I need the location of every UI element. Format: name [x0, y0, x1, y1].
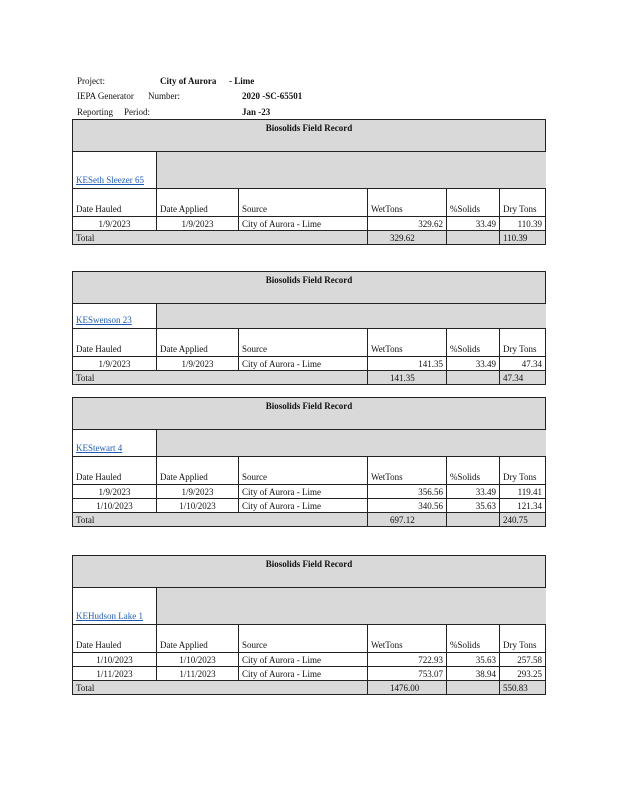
total-label: Total	[73, 231, 368, 245]
column-header: WetTons	[368, 625, 447, 653]
total-wet-tons: 329.62	[368, 231, 447, 245]
cell-dry: 257.58	[500, 653, 546, 667]
farm-name-link[interactable]: KEHudson Lake 1	[76, 611, 143, 621]
cell-wet: 141.35	[368, 357, 447, 371]
total-label: Total	[73, 681, 368, 695]
total-label: Total	[73, 371, 368, 385]
total-dry-tons: 47.34	[500, 371, 546, 385]
table-row	[73, 499, 546, 513]
table-row	[73, 653, 546, 667]
column-header: Date Hauled	[73, 457, 157, 485]
column-header: %Solids	[447, 329, 500, 357]
farm-cell	[73, 430, 157, 457]
total-dry-tons: 110.39	[500, 231, 546, 245]
cell-applied: 1/9/2023	[157, 357, 239, 371]
cell-source: City of Aurora - Lime	[239, 499, 368, 513]
cell-wet: 753.07	[368, 667, 447, 681]
column-header: Date Hauled	[73, 329, 157, 357]
record-table	[72, 119, 546, 245]
farm-cell	[73, 588, 157, 625]
period-label-2: Period:	[124, 107, 150, 117]
table-row	[73, 485, 546, 499]
cell-dry: 119.41	[500, 485, 546, 499]
cell-dry: 47.34	[500, 357, 546, 371]
column-header-row	[73, 329, 546, 357]
farm-row	[73, 304, 546, 329]
column-header: Date Hauled	[73, 189, 157, 217]
column-header: Date Applied	[157, 329, 239, 357]
record-title: Biosolids Field Record	[73, 120, 546, 152]
cell-source: City of Aurora - Lime	[239, 485, 368, 499]
generator-number: 2020 -SC-65501	[242, 91, 303, 101]
record-table	[72, 555, 546, 695]
record-title-row	[73, 398, 546, 430]
column-header: Date Applied	[157, 189, 239, 217]
farm-name-link[interactable]: KESwenson 23	[76, 315, 132, 325]
project-label: Project:	[77, 76, 105, 86]
project-value: City of Aurora	[160, 76, 217, 86]
total-dry-tons: 240.75	[500, 513, 546, 527]
column-header: Date Applied	[157, 625, 239, 653]
column-header: Dry Tons	[500, 189, 546, 217]
farm-name-link[interactable]: KEStewart 4	[76, 443, 123, 453]
column-header: Source	[239, 457, 368, 485]
number-label: Number:	[148, 91, 180, 101]
column-header: WetTons	[368, 189, 447, 217]
farm-cell	[73, 152, 157, 189]
farm-row-fill	[157, 152, 546, 189]
column-header: Source	[239, 189, 368, 217]
record-title: Biosolids Field Record	[73, 556, 546, 588]
record-title-row	[73, 556, 546, 588]
farm-row-fill	[157, 430, 546, 457]
total-solids	[447, 681, 500, 695]
table-row	[73, 667, 546, 681]
cell-hauled: 1/10/2023	[73, 499, 157, 513]
field-record-3	[72, 397, 545, 527]
column-header: Date Applied	[157, 457, 239, 485]
record-table	[72, 271, 546, 385]
cell-applied: 1/9/2023	[157, 217, 239, 231]
column-header: %Solids	[447, 457, 500, 485]
total-wet-tons: 1476.00	[368, 681, 447, 695]
total-row	[73, 371, 546, 385]
column-header: Date Hauled	[73, 625, 157, 653]
cell-source: City of Aurora - Lime	[239, 217, 368, 231]
period-value: Jan -23	[242, 107, 271, 117]
total-wet-tons: 697.12	[368, 513, 447, 527]
farm-row	[73, 430, 546, 457]
total-row	[73, 513, 546, 527]
table-row	[73, 217, 546, 231]
generator-label: IEPA Generator	[77, 91, 134, 101]
cell-applied: 1/11/2023	[157, 667, 239, 681]
cell-dry: 121.34	[500, 499, 546, 513]
cell-applied: 1/9/2023	[157, 485, 239, 499]
record-title: Biosolids Field Record	[73, 272, 546, 304]
farm-cell	[73, 304, 157, 329]
cell-dry: 293.25	[500, 667, 546, 681]
cell-source: City of Aurora - Lime	[239, 667, 368, 681]
cell-hauled: 1/11/2023	[73, 667, 157, 681]
cell-applied: 1/10/2023	[157, 499, 239, 513]
farm-row-fill	[157, 588, 546, 625]
cell-wet: 356.56	[368, 485, 447, 499]
column-header: Dry Tons	[500, 329, 546, 357]
total-label: Total	[73, 513, 368, 527]
cell-hauled: 1/9/2023	[73, 217, 157, 231]
farm-row	[73, 152, 546, 189]
column-header: %Solids	[447, 189, 500, 217]
cell-hauled: 1/10/2023	[73, 653, 157, 667]
cell-solids: 33.49	[447, 217, 500, 231]
total-solids	[447, 231, 500, 245]
cell-hauled: 1/9/2023	[73, 357, 157, 371]
cell-solids: 33.49	[447, 357, 500, 371]
cell-solids: 35.63	[447, 653, 500, 667]
cell-wet: 722.93	[368, 653, 447, 667]
field-record-1	[72, 119, 545, 245]
column-header-row	[73, 625, 546, 653]
cell-solids: 33.49	[447, 485, 500, 499]
column-header: WetTons	[368, 457, 447, 485]
column-header: Source	[239, 329, 368, 357]
cell-source: City of Aurora - Lime	[239, 653, 368, 667]
field-record-2	[72, 271, 545, 385]
cell-hauled: 1/9/2023	[73, 485, 157, 499]
table-row	[73, 357, 546, 371]
column-header-row	[73, 189, 546, 217]
cell-applied: 1/10/2023	[157, 653, 239, 667]
total-dry-tons: 550.83	[500, 681, 546, 695]
field-record-4	[72, 555, 545, 695]
farm-row-fill	[157, 304, 546, 329]
cell-wet: 340.56	[368, 499, 447, 513]
column-header: %Solids	[447, 625, 500, 653]
record-title-row	[73, 272, 546, 304]
total-solids	[447, 513, 500, 527]
column-header-row	[73, 457, 546, 485]
project-suffix: - Lime	[229, 76, 255, 86]
farm-name-link[interactable]: KESeth Sleezer 65	[76, 175, 144, 185]
column-header: Source	[239, 625, 368, 653]
record-title-row	[73, 120, 546, 152]
column-header: WetTons	[368, 329, 447, 357]
column-header: Dry Tons	[500, 625, 546, 653]
cell-solids: 38.94	[447, 667, 500, 681]
total-wet-tons: 141.35	[368, 371, 447, 385]
cell-wet: 329.62	[368, 217, 447, 231]
record-table	[72, 397, 546, 527]
total-row	[73, 231, 546, 245]
cell-solids: 35.63	[447, 499, 500, 513]
column-header: Dry Tons	[500, 457, 546, 485]
cell-source: City of Aurora - Lime	[239, 357, 368, 371]
cell-dry: 110.39	[500, 217, 546, 231]
period-label: Reporting	[77, 107, 113, 117]
farm-row	[73, 588, 546, 625]
record-title: Biosolids Field Record	[73, 398, 546, 430]
total-row	[73, 681, 546, 695]
total-solids	[447, 371, 500, 385]
